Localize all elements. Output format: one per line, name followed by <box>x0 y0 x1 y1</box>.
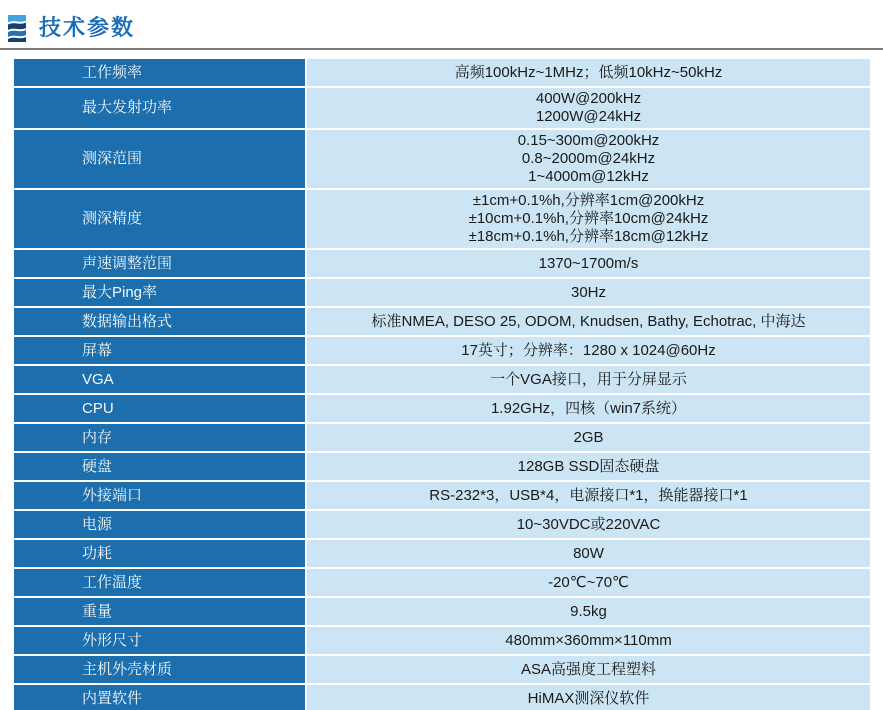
param-label: 声速调整范围 <box>14 250 305 277</box>
param-value-line: 0.8~2000m@24kHz <box>521 150 656 167</box>
param-label: VGA <box>14 366 305 393</box>
table-row <box>14 540 870 567</box>
table-row <box>14 130 870 188</box>
table-row <box>14 453 870 480</box>
param-value-line: 一个VGA接口，用于分屏显示 <box>490 370 687 388</box>
param-label: 外形尺寸 <box>14 627 305 654</box>
param-label: 内置软件 <box>14 685 305 710</box>
table-row <box>14 482 870 509</box>
param-value <box>307 395 870 422</box>
param-label: 重量 <box>14 598 305 625</box>
param-value-line: 1370~1700m/s <box>538 254 639 272</box>
param-value-line: -20℃~70℃ <box>548 573 629 591</box>
param-label: 最大发射功率 <box>14 88 305 128</box>
param-label: 硬盘 <box>14 453 305 480</box>
param-label: 最大Ping率 <box>14 279 305 306</box>
param-value <box>307 598 870 625</box>
param-value <box>307 250 870 277</box>
param-label: 主机外壳材质 <box>14 656 305 683</box>
param-value <box>307 685 870 710</box>
header-divider <box>0 48 883 50</box>
param-value-line: 2GB <box>573 428 604 446</box>
table-row <box>14 598 870 625</box>
param-value-line: RS-232*3，USB*4，电源接口*1，换能器接口*1 <box>429 486 748 504</box>
param-value <box>307 88 870 128</box>
param-value-line: 30Hz <box>570 283 607 301</box>
table-row <box>14 511 870 538</box>
param-value <box>307 308 870 335</box>
spec-table <box>14 59 870 710</box>
page-title: 技术参数 <box>39 15 136 40</box>
param-value-line: 128GB SSD固态硬盘 <box>517 457 660 475</box>
param-value <box>307 130 870 188</box>
param-value-line: 高频100kHz~1MHz；低频10kHz~50kHz <box>454 63 723 81</box>
param-value-line: 80W <box>573 544 604 562</box>
table-row <box>14 569 870 596</box>
param-value <box>307 656 870 683</box>
table-row <box>14 250 870 277</box>
param-value <box>307 190 870 248</box>
param-value <box>307 482 870 509</box>
table-row <box>14 279 870 306</box>
table-row <box>14 190 870 248</box>
param-value <box>307 453 870 480</box>
table-row <box>14 366 870 393</box>
table-row <box>14 395 870 422</box>
param-value-line: 480mm×360mm×110mm <box>505 631 672 649</box>
param-value <box>307 59 870 86</box>
param-label: 电源 <box>14 511 305 538</box>
table-row <box>14 88 870 128</box>
param-value-line: ASA高强度工程塑料 <box>520 660 656 678</box>
page-header <box>0 0 883 43</box>
param-value <box>307 569 870 596</box>
param-value-line: ±10cm+0.1%h,分辨率10cm@24kHz <box>468 210 709 227</box>
param-value <box>307 337 870 364</box>
param-value-line: 400W@200kHz <box>535 90 642 107</box>
param-value-line: 9.5kg <box>570 602 607 620</box>
param-value-line: HiMAX测深仪软件 <box>527 689 650 707</box>
param-value-line: ±1cm+0.1%h,分辨率1cm@200kHz <box>472 192 705 209</box>
table-row <box>14 337 870 364</box>
param-value-line: 1.92GHz，四核（win7系统） <box>490 399 687 417</box>
param-value <box>307 366 870 393</box>
layered-waves-icon <box>8 15 26 42</box>
table-row <box>14 308 870 335</box>
param-value-line: 17英寸；分辨率：1280 x 1024@60Hz <box>461 341 716 359</box>
table-row <box>14 424 870 451</box>
param-label: 工作频率 <box>14 59 305 86</box>
param-value <box>307 540 870 567</box>
param-value-line: 1200W@24kHz <box>535 108 642 125</box>
param-value <box>307 279 870 306</box>
param-label: 屏幕 <box>14 337 305 364</box>
param-label: 工作温度 <box>14 569 305 596</box>
param-label: 内存 <box>14 424 305 451</box>
param-value <box>307 627 870 654</box>
param-label: 测深范围 <box>14 130 305 188</box>
param-label: CPU <box>14 395 305 422</box>
param-label: 数据输出格式 <box>14 308 305 335</box>
param-label: 测深精度 <box>14 190 305 248</box>
param-value <box>307 511 870 538</box>
table-row <box>14 59 870 86</box>
param-value-line: 10~30VDC或220VAC <box>516 515 661 533</box>
param-label: 外接端口 <box>14 482 305 509</box>
param-label: 功耗 <box>14 540 305 567</box>
table-row <box>14 627 870 654</box>
table-row <box>14 685 870 710</box>
table-row <box>14 656 870 683</box>
param-value-line: 标准NMEA, DESO 25, ODOM, Knudsen, Bathy, Echotrac, 中海达 <box>371 312 806 330</box>
param-value <box>307 424 870 451</box>
param-value-line: 1~4000m@12kHz <box>528 168 649 185</box>
param-value-line: ±18cm+0.1%h,分辨率18cm@12kHz <box>468 228 709 245</box>
param-value-line: 0.15~300m@200kHz <box>517 132 660 149</box>
